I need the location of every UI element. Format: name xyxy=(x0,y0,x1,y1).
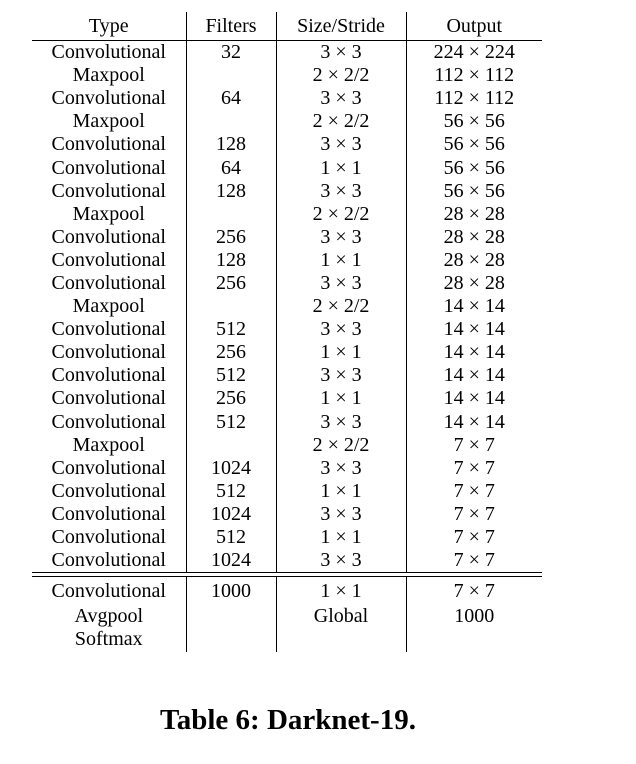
cell-size-stride: 2 × 2/2 xyxy=(276,64,406,87)
cell-type: Convolutional xyxy=(51,133,166,156)
cell-output: 14 × 14 xyxy=(406,318,542,341)
cell-type: Maxpool xyxy=(72,433,145,456)
table-row xyxy=(32,364,542,387)
cell-size-stride: 2 × 2/2 xyxy=(276,434,406,457)
cell-type: Convolutional xyxy=(51,526,166,549)
cell-filters: 512 xyxy=(186,526,276,549)
table-row xyxy=(32,411,542,434)
cell-type: Maxpool xyxy=(72,202,145,225)
cell-type: Convolutional xyxy=(51,225,166,248)
cell-type: Convolutional xyxy=(51,456,166,479)
table-row xyxy=(32,628,542,651)
cell-size-stride: 1 × 1 xyxy=(276,387,406,410)
cell-size-stride: 2 × 2/2 xyxy=(276,110,406,133)
table-caption: Table 6: Darknet-19. xyxy=(160,704,416,736)
table-row xyxy=(32,180,542,203)
cell-output: 56 × 56 xyxy=(406,180,542,203)
cell-size-stride: 2 × 2/2 xyxy=(276,203,406,226)
cell-output: 14 × 14 xyxy=(406,295,542,318)
cell-filters xyxy=(186,434,276,457)
cell-filters: 1000 xyxy=(186,577,276,606)
table-row xyxy=(32,226,542,249)
header-filters: Filters xyxy=(186,12,276,41)
cell-output: 14 × 14 xyxy=(406,387,542,410)
cell-output: 56 × 56 xyxy=(406,133,542,156)
table-row xyxy=(32,203,542,226)
cell-type: Convolutional xyxy=(51,502,166,525)
table-row xyxy=(32,87,542,110)
cell-type: Convolutional xyxy=(51,410,166,433)
cell-type: Convolutional xyxy=(51,271,166,294)
table-row xyxy=(32,133,542,156)
cell-size-stride: 1 × 1 xyxy=(276,249,406,272)
cell-size-stride: 1 × 1 xyxy=(276,341,406,364)
cell-filters: 1024 xyxy=(186,549,276,573)
cell-filters: 512 xyxy=(186,364,276,387)
table-row xyxy=(32,249,542,272)
table-row xyxy=(32,605,542,628)
cell-size-stride: 3 × 3 xyxy=(276,549,406,573)
header-size-stride: Size/Stride xyxy=(276,12,406,41)
table-row xyxy=(32,295,542,318)
cell-output: 224 × 224 xyxy=(406,41,542,65)
cell-filters xyxy=(186,295,276,318)
cell-type: Convolutional xyxy=(51,41,166,64)
cell-output: 7 × 7 xyxy=(406,480,542,503)
cell-size-stride: 1 × 1 xyxy=(276,480,406,503)
cell-filters: 256 xyxy=(186,272,276,295)
cell-type: Convolutional xyxy=(51,87,166,110)
cell-filters: 128 xyxy=(186,133,276,156)
cell-output: 7 × 7 xyxy=(406,577,542,606)
cell-size-stride: 3 × 3 xyxy=(276,87,406,110)
table-row xyxy=(32,272,542,295)
cell-type: Convolutional xyxy=(51,387,166,410)
cell-filters: 1024 xyxy=(186,503,276,526)
table-row xyxy=(32,434,542,457)
cell-type: Avgpool xyxy=(74,605,143,628)
table-row xyxy=(32,457,542,480)
cell-size-stride: Global xyxy=(276,605,406,628)
cell-filters: 128 xyxy=(186,180,276,203)
cell-type: Convolutional xyxy=(51,179,166,202)
cell-filters: 256 xyxy=(186,387,276,410)
cell-output: 7 × 7 xyxy=(406,457,542,480)
table-row xyxy=(32,64,542,87)
cell-size-stride: 3 × 3 xyxy=(276,364,406,387)
cell-output: 112 × 112 xyxy=(406,87,542,110)
cell-type: Convolutional xyxy=(51,248,166,271)
cell-filters: 64 xyxy=(186,87,276,110)
cell-size-stride: 3 × 3 xyxy=(276,226,406,249)
cell-size-stride: 3 × 3 xyxy=(276,272,406,295)
cell-type: Convolutional xyxy=(51,341,166,364)
cell-size-stride: 3 × 3 xyxy=(276,180,406,203)
table-row xyxy=(32,526,542,549)
table-row xyxy=(32,318,542,341)
cell-size-stride xyxy=(276,628,406,651)
cell-filters: 64 xyxy=(186,156,276,179)
cell-size-stride: 3 × 3 xyxy=(276,318,406,341)
cell-output: 7 × 7 xyxy=(406,549,542,573)
table-header-row xyxy=(32,12,542,41)
header-output: Output xyxy=(406,12,542,41)
cell-output: 14 × 14 xyxy=(406,364,542,387)
table-row xyxy=(32,41,542,65)
table-row xyxy=(32,156,542,179)
cell-size-stride: 3 × 3 xyxy=(276,411,406,434)
cell-filters xyxy=(186,605,276,628)
cell-output: 14 × 14 xyxy=(406,411,542,434)
table-main-body xyxy=(32,41,542,577)
cell-size-stride: 3 × 3 xyxy=(276,41,406,65)
cell-size-stride: 3 × 3 xyxy=(276,133,406,156)
cell-output: 1000 xyxy=(406,605,542,628)
cell-output: 28 × 28 xyxy=(406,226,542,249)
cell-type: Convolutional xyxy=(51,479,166,502)
darknet-table-container xyxy=(32,12,542,652)
cell-filters: 512 xyxy=(186,318,276,341)
cell-filters: 1024 xyxy=(186,457,276,480)
cell-size-stride: 3 × 3 xyxy=(276,503,406,526)
cell-size-stride: 1 × 1 xyxy=(276,577,406,606)
cell-filters xyxy=(186,628,276,651)
header-type: Type xyxy=(32,12,186,41)
cell-filters: 512 xyxy=(186,480,276,503)
cell-size-stride: 1 × 1 xyxy=(276,156,406,179)
cell-filters xyxy=(186,64,276,87)
cell-type: Convolutional xyxy=(51,156,166,179)
table-row xyxy=(32,577,542,606)
cell-type: Softmax xyxy=(74,628,143,651)
cell-filters: 32 xyxy=(186,41,276,65)
table-row xyxy=(32,549,542,573)
cell-type: Maxpool xyxy=(72,64,145,87)
cell-type: Maxpool xyxy=(72,295,145,318)
cell-type: Convolutional xyxy=(51,580,166,603)
cell-output: 56 × 56 xyxy=(406,156,542,179)
cell-output: 28 × 28 xyxy=(406,203,542,226)
cell-output: 56 × 56 xyxy=(406,110,542,133)
cell-type: Convolutional xyxy=(51,318,166,341)
table-classifier-body xyxy=(32,577,542,652)
cell-filters: 128 xyxy=(186,249,276,272)
cell-output: 7 × 7 xyxy=(406,503,542,526)
cell-output: 14 × 14 xyxy=(406,341,542,364)
cell-filters: 256 xyxy=(186,341,276,364)
table-row xyxy=(32,480,542,503)
cell-size-stride: 1 × 1 xyxy=(276,526,406,549)
cell-output: 7 × 7 xyxy=(406,526,542,549)
cell-size-stride: 3 × 3 xyxy=(276,457,406,480)
cell-output xyxy=(406,628,542,651)
cell-type: Convolutional xyxy=(51,364,166,387)
table-row xyxy=(32,503,542,526)
cell-output: 28 × 28 xyxy=(406,249,542,272)
table-row xyxy=(32,341,542,364)
cell-output: 112 × 112 xyxy=(406,64,542,87)
table-row xyxy=(32,387,542,410)
cell-output: 7 × 7 xyxy=(406,434,542,457)
cell-filters: 512 xyxy=(186,411,276,434)
cell-output: 28 × 28 xyxy=(406,272,542,295)
cell-type: Maxpool xyxy=(72,110,145,133)
cell-type: Convolutional xyxy=(32,549,186,573)
cell-filters xyxy=(186,203,276,226)
cell-size-stride: 2 × 2/2 xyxy=(276,295,406,318)
table-row xyxy=(32,110,542,133)
darknet-19-table xyxy=(32,12,542,652)
cell-filters xyxy=(186,110,276,133)
cell-filters: 256 xyxy=(186,226,276,249)
